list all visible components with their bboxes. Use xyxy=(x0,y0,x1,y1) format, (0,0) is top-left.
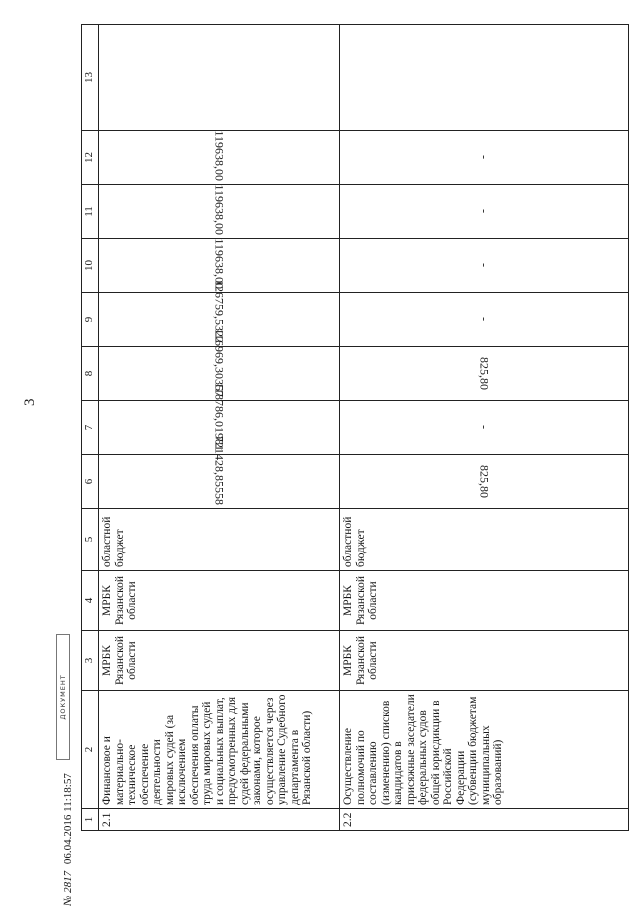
grbs: МРБК Рязанской области xyxy=(340,571,629,631)
value-cell xyxy=(99,239,340,293)
value-cell xyxy=(340,455,629,509)
col-header: 11 xyxy=(82,185,99,239)
funding-source: областной бюджет xyxy=(99,509,340,571)
value-text: 116969,30357 xyxy=(212,328,227,397)
value-cell xyxy=(340,131,629,185)
funding-source: областной бюджет xyxy=(340,509,629,571)
registration-line xyxy=(62,646,74,906)
value-text: 721428,85558 xyxy=(212,436,227,505)
table-row xyxy=(340,25,629,831)
col-header: 5 xyxy=(82,509,99,571)
row-number: 2.2 xyxy=(340,809,629,831)
value-cell xyxy=(99,280,340,347)
col-header: 6 xyxy=(82,455,99,509)
program-table xyxy=(81,25,619,831)
value-text: 825,80 xyxy=(477,357,492,390)
col-header: 7 xyxy=(82,401,99,455)
value-text: 119638,00 xyxy=(212,238,227,289)
value-text: - xyxy=(477,317,492,322)
value-cell xyxy=(340,185,629,239)
value-text: - xyxy=(477,425,492,430)
page-number: 3 xyxy=(22,398,38,406)
value-text: 825,80 xyxy=(477,465,492,498)
value-cell xyxy=(340,401,629,455)
value-cell xyxy=(340,293,629,347)
value-text: - xyxy=(477,155,492,160)
value-text: 118786,01981 xyxy=(212,382,227,451)
col-header: 12 xyxy=(82,131,99,185)
value-text: 126759,5322 xyxy=(212,280,227,343)
col-header: 9 xyxy=(82,293,99,347)
col-header: 8 xyxy=(82,347,99,401)
grbs: МРБК Рязанской области xyxy=(99,571,340,631)
col-header: 1 xyxy=(82,809,99,831)
stamp-text: ДОКУМЕНТ xyxy=(56,634,70,760)
value-text: - xyxy=(477,209,492,214)
notes-cell xyxy=(340,25,629,131)
col-header: 13 xyxy=(82,25,99,131)
row-number: 2.1 xyxy=(99,809,340,831)
header-row xyxy=(82,25,99,831)
value-cell xyxy=(99,436,340,509)
value-cell xyxy=(99,131,340,185)
notes-cell xyxy=(99,25,340,131)
value-text: 119638,00 xyxy=(212,130,227,181)
col-header: 4 xyxy=(82,571,99,631)
executor: МРБК Рязанской области xyxy=(340,631,629,691)
col-header: 3 xyxy=(82,631,99,691)
measure-name: Финансовое и материально-техническое обеспечение деятельности мировых судей (за исключением обеспечения оплаты труда мировых судей и социальных выплат, предусмотренных для судей федеральными законами, которое осуществляется через управление Судебного департамента в Рязанской области) xyxy=(99,691,340,809)
executor: МРБК Рязанской области xyxy=(99,631,340,691)
measure-name: Осуществление полномочий по составлению (изменению) списков кандидатов в присяжные заседатели федеральных судов общей юрисдикции в Российской Федерации (субвенции бюджетам муниципальных образований) xyxy=(340,691,629,809)
value-text: 119638,00 xyxy=(212,184,227,235)
col-header: 2 xyxy=(82,691,99,809)
value-cell xyxy=(340,347,629,401)
value-cell xyxy=(99,328,340,401)
value-cell xyxy=(99,185,340,239)
value-text: - xyxy=(477,263,492,268)
value-cell xyxy=(340,239,629,293)
registration-number: № 2817 xyxy=(62,870,74,906)
value-cell xyxy=(99,382,340,455)
registration-datetime: 06.04.2016 11:18:57 xyxy=(62,773,74,865)
table-row xyxy=(99,25,340,831)
col-header: 10 xyxy=(82,239,99,293)
